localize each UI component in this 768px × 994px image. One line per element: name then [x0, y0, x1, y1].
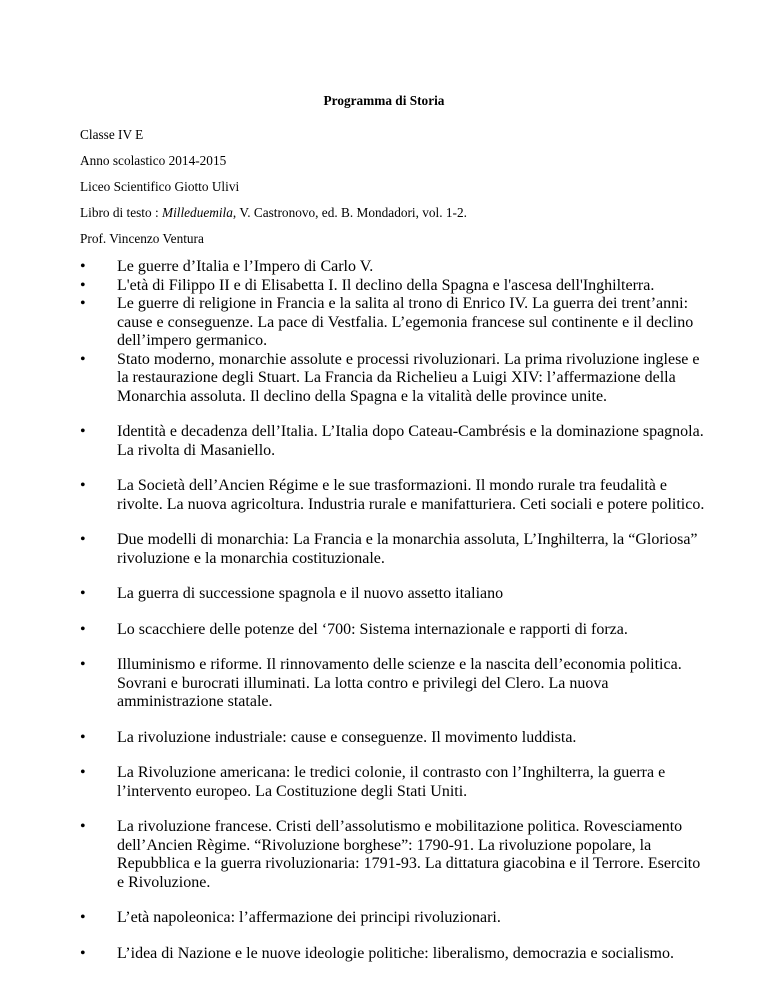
- textbook-details: , V. Castronovo, ed. B. Mondadori, vol. 1-2.: [232, 205, 467, 220]
- list-item: • L’età napoleonica: l’affermazione dei principi rivoluzionari.: [80, 909, 708, 928]
- school-name-line: Liceo Scientifico Giotto Ulivi: [80, 179, 240, 194]
- textbook-line: [80, 205, 467, 221]
- list-item: • Identità e decadenza dell’Italia. L’Italia dopo Cateau-Cambrésis e la dominazione spagnola. La rivolta di Masaniello.: [80, 423, 708, 460]
- topics-list: [80, 258, 708, 963]
- document-title: Programma di Storia: [323, 93, 445, 108]
- list-item: • Le guerre di religione in Francia e la salita al trono di Enrico IV. La guerra dei trent’anni: cause e conseguenze. La pace di Vestfalia. L’egemonia francese sul continente e il declino dell’impero germanico.: [80, 295, 708, 351]
- teacher-line: Prof. Vincenzo Ventura: [80, 231, 204, 246]
- list-item: • L’idea di Nazione e le nuove ideologie politiche: liberalismo, democrazia e socialismo.: [80, 945, 708, 964]
- list-item: • Le guerre d’Italia e l’Impero di Carlo V.: [80, 258, 708, 277]
- list-item: • Lo scacchiere delle potenze del ‘700: Sistema internazionale e rapporti di forza.: [80, 621, 708, 640]
- school-year-line: Anno scolastico 2014-2015: [80, 153, 227, 168]
- list-item: • Illuminismo e riforme. Il rinnovamento delle scienze e la nascita dell’economia politica. Sovrani e burocrati illuminati. La lotta contro e privilegi del Clero. La nuova amministrazione statale.: [80, 656, 708, 712]
- list-item: • La Società dell’Ancien Régime e le sue trasformazioni. Il mondo rurale tra feudalità e rivolte. La nuova agricoltura. Industria rurale e manifatturiera. Ceti sociali e potere politico.: [80, 477, 708, 514]
- class-line: Classe IV E: [80, 127, 144, 142]
- list-item: • La Rivoluzione americana: le tredici colonie, il contrasto con l’Inghilterra, la guerra e l’intervento europeo. La Costituzione degli Stati Uniti.: [80, 764, 708, 801]
- textbook-title: Milleduemila: [162, 205, 233, 220]
- list-item: • La guerra di successione spagnola e il nuovo assetto italiano: [80, 585, 708, 604]
- textbook-prefix: Libro di testo :: [80, 205, 162, 220]
- list-item: • Due modelli di monarchia: La Francia e la monarchia assoluta, L’Inghilterra, la “Gloriosa” rivoluzione e la monarchia costituzionale.: [80, 531, 708, 568]
- list-item: • Stato moderno, monarchie assolute e processi rivoluzionari. La prima rivoluzione inglese e la restaurazione degli Stuart. La Francia da Richelieu a Luigi XIV: l’affermazione della Monarchia assoluta. Il declino della Spagna e la vitalità delle province unite.: [80, 351, 708, 407]
- list-item: • La rivoluzione industriale: cause e conseguenze. Il movimento luddista.: [80, 729, 708, 748]
- list-item: • La rivoluzione francese. Cristi dell’assolutismo e mobilitazione politica. Rovesciamento dell’Ancien Règime. “Rivoluzione borghese”: 1790-91. La rivoluzione popolare, la Repubblica e la guerra rivoluzionaria: 1791-93. La dittatura giacobina e il Terrore. Esercito e Rivoluzione.: [80, 818, 708, 892]
- list-item: • L'età di Filippo II e di Elisabetta I. Il declino della Spagna e l'ascesa dell'Inghilterra.: [80, 277, 708, 296]
